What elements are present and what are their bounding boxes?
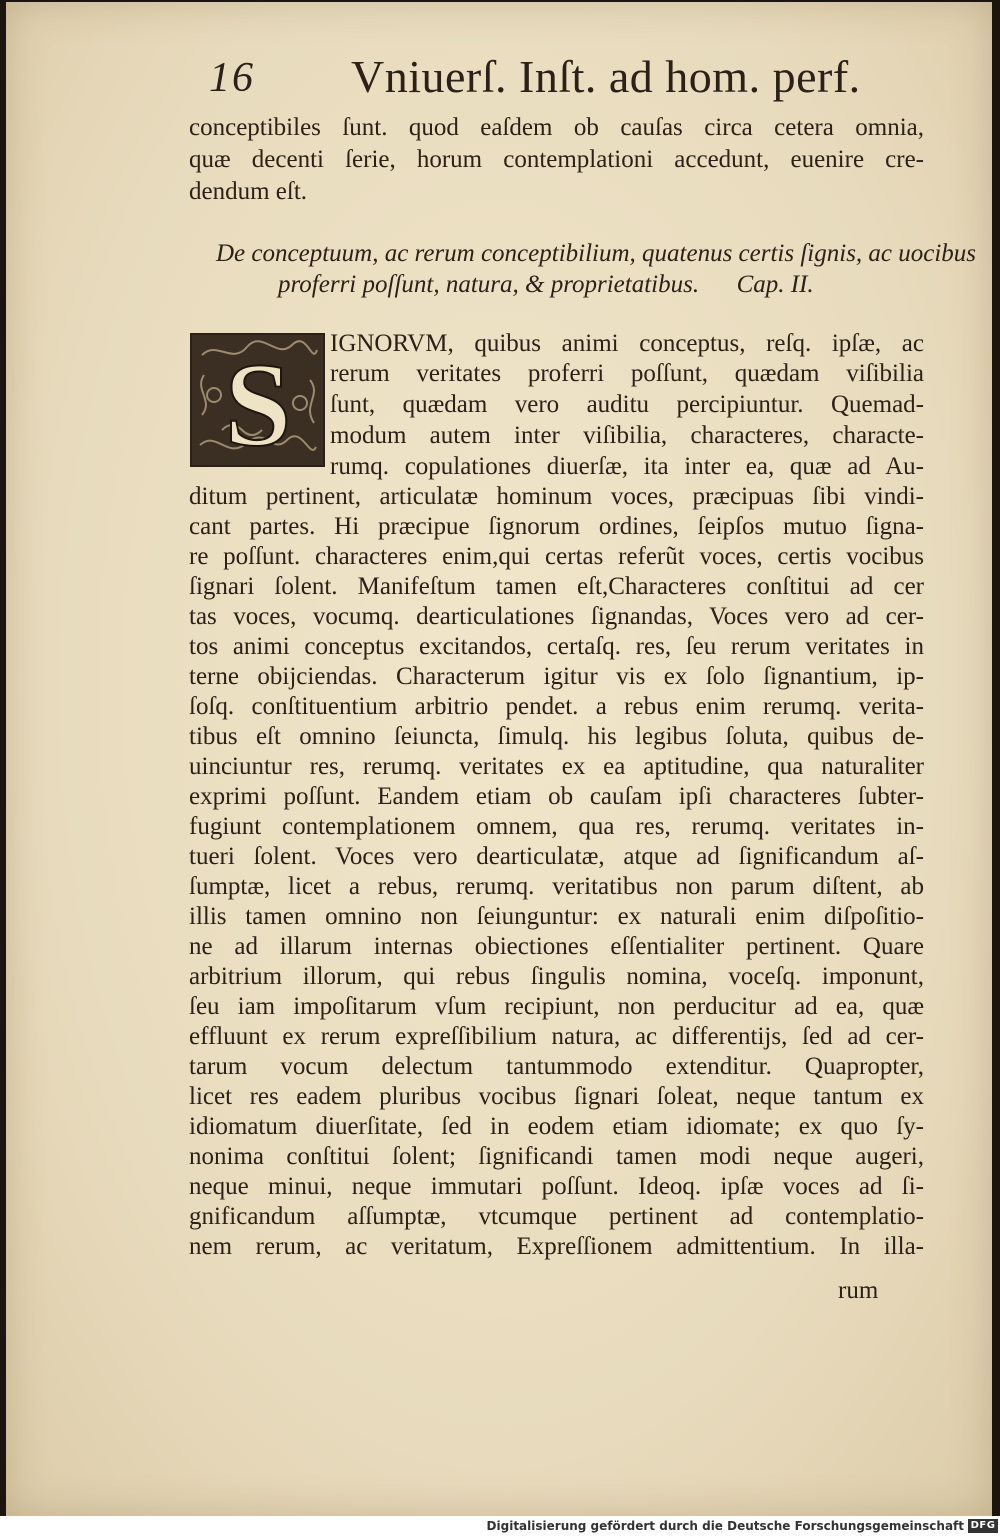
body-line: tos animi conceptus excitandos, certaſq. res, ſeu rerum veritates in (189, 633, 924, 660)
body-line: terne obijciendas. Characterum igitur vis ex ſolo ſignantium, ip- (189, 663, 924, 690)
body-line: nonima conſtitui ſolent; ſignificandi tamen modi neque augeri, (189, 1143, 924, 1170)
running-head: Vniuerſ. Inſt. ad hom. perf. (351, 51, 861, 102)
body-line: licet res eadem pluribus vocibus ſignari ſoleat, neque tantum ex (189, 1083, 924, 1110)
body-line: effluunt ex rerum expreſſibilium natura, ac differentijs, ſed ad cer- (189, 1023, 924, 1050)
intro-line: quæ decenti ſerie, horum contemplationi accedunt, euenire cre- (189, 146, 924, 173)
body-line: exprimi poſſunt. Eandem etiam ob cauſam ipſi characteres ſubter- (189, 783, 924, 810)
chapter-heading-line2: proferri poſſunt, natura, & proprietatibus. Cap. II. (278, 271, 814, 298)
body-line: ſeu iam impoſitarum vſum recipiunt, non perducitur ad ea, quæ (189, 993, 924, 1020)
body-line: IGNORVM, quibus animi conceptus, reſq. ipſæ, ac (330, 330, 924, 357)
body-line: tas voces, vocumq. dearticulationes ſignandas, Voces vero ad cer- (189, 603, 924, 630)
footer-credit: Digitalisierung gefördert durch die Deutsche Forschungsgemeinschaft (486, 1519, 964, 1533)
body-line: re poſſunt. characteres enim,qui certas referũt voces, certis vocibus (189, 543, 924, 570)
body-line: arbitrium illorum, qui rebus ſingulis nomina, voceſq. imponunt, (189, 963, 924, 990)
digitization-footer (0, 1516, 1000, 1538)
chapter-heading-line1: De conceptuum, ac rerum conceptibilium, quatenus certis ſignis, ac uocibus (216, 240, 977, 267)
ornamental-initial-icon (190, 333, 325, 467)
body-line: cant partes. Hi præcipue ſignorum ordines, ſeipſos mutuo ſigna- (189, 513, 924, 540)
body-line: ſignari ſolent. Manifeſtum tamen eſt,Characteres conſtitui ad cer (189, 573, 924, 600)
body-line: nem rerum, ac veritatum, Expreſſionem admittentium. In illa- (189, 1233, 924, 1260)
catchword: rum (838, 1277, 879, 1304)
body-line: uinciuntur res, rerumq. veritates ex ea aptitudine, qua naturaliter (189, 753, 924, 780)
dfg-logo-icon: DFG (968, 1519, 998, 1533)
body-line: tarum vocum delectum tantummodo extenditur. Quapropter, (189, 1053, 924, 1080)
body-line: gnificandum aſſumptæ, vtcumque pertinent ad contemplatio- (189, 1203, 924, 1230)
body-line: modum autem inter viſibilia, characteres, characte- (330, 422, 924, 449)
intro-line: conceptibiles ſunt. quod eaſdem ob cauſas circa cetera omnia, (189, 114, 924, 141)
body-line: idiomatum diuerſitate, ſed in eodem etiam idiomate; ex quo ſy- (189, 1113, 924, 1140)
body-line: ſunt, quædam vero auditu percipiuntur. Quemad- (330, 391, 924, 418)
body-line: ditum pertinent, articulatæ hominum voces, præcipuas ſibi vindi- (189, 483, 924, 510)
body-line: tueri ſolent. Voces vero dearticulatæ, atque ad ſignificandum aſ- (189, 843, 924, 870)
initial-letter: S (224, 338, 292, 465)
book-page (6, 2, 992, 1516)
body-line: fugiunt contemplationem omnem, qua res, rerumq. veritates in- (189, 813, 924, 840)
intro-line: dendum eſt. (189, 178, 308, 205)
body-line: ſoſq. conſtituentium arbitrio pendet. a rebus enim rerumq. verita- (189, 693, 924, 720)
body-line: rerum veritates proferri poſſunt, quædam viſibilia (330, 360, 924, 387)
body-line: rumq. copulationes diuerſæ, ita inter ea, quæ ad Au- (330, 453, 924, 480)
body-line: neque minui, neque immutari poſſunt. Ideoq. ipſæ voces ad ſi- (189, 1173, 924, 1200)
body-line: tibus eſt omnino ſeiuncta, ſimulq. his legibus ſoluta, quibus de- (189, 723, 924, 750)
body-line: illis tamen omnino non ſeiunguntur: ex naturali enim diſpoſitio- (189, 903, 924, 930)
page-number: 16 (209, 55, 255, 101)
body-line: ſumptæ, licet a rebus, rerumq. veritatibus non parum diſtent, ab (189, 873, 924, 900)
body-line: ne ad illarum internas obiectiones eſſentialiter pertinent. Quare (189, 933, 924, 960)
